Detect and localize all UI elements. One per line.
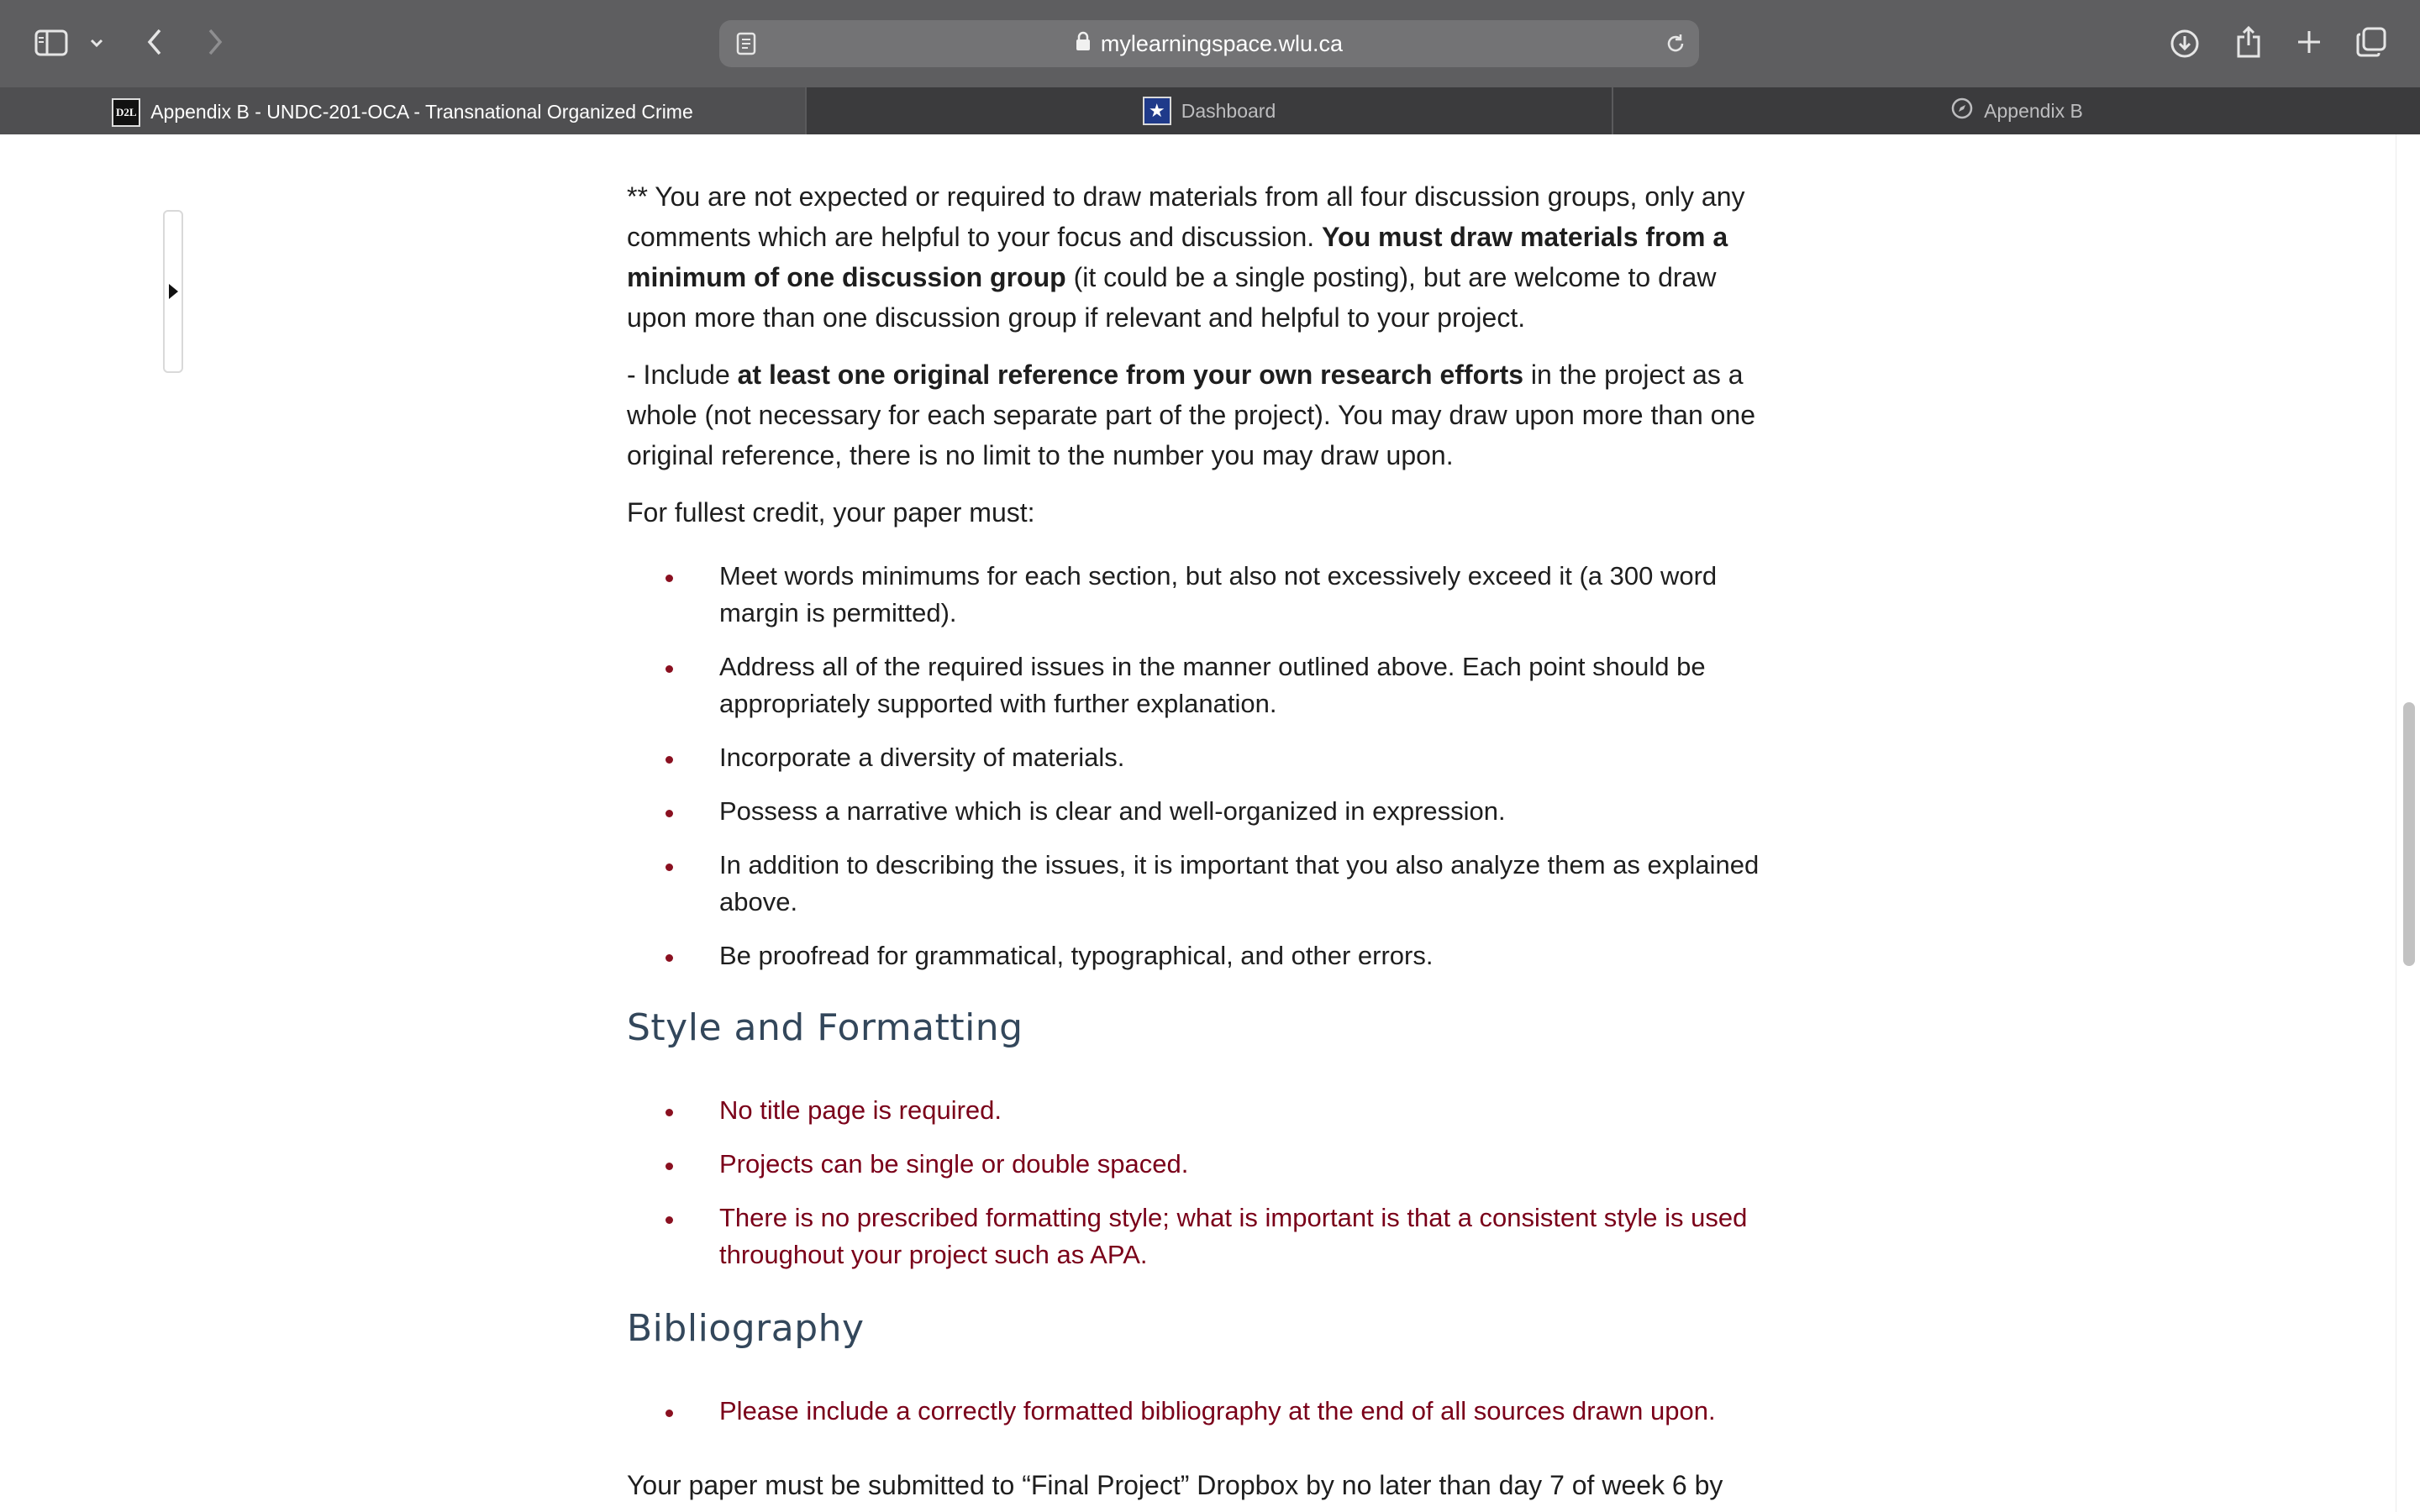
bullet-icon (666, 756, 673, 764)
vertical-scrollbar[interactable] (2396, 134, 2420, 1512)
side-panel-toggle[interactable] (163, 210, 183, 373)
address-bar[interactable] (719, 20, 1699, 67)
star-shield-favicon: ★ (1143, 97, 1171, 125)
download-icon[interactable] (2166, 25, 2203, 62)
list-item-text: There is no prescribed formatting style; what is important is that a consistent style is used throughout your project such as APA. (719, 1203, 1748, 1269)
list-item (627, 847, 1761, 921)
list-item-text: Projects can be single or double spaced. (719, 1149, 1189, 1179)
list-item-text: No title page is required. (719, 1095, 1002, 1125)
bold-text-run: You must draw materials from a minimum of one discussion group (627, 222, 1728, 292)
style-list (627, 1092, 1761, 1273)
list-item-text: Address all of the required issues in the manner outlined above. Each point should be appropriately supported with further explanation. (719, 652, 1706, 718)
bullet-icon (666, 1163, 673, 1170)
submission-paragraph: Your paper must be submitted to “Final Project” Dropbox by no later than day 7 of week 6 by (627, 1470, 1723, 1500)
list-item (627, 793, 1761, 830)
back-icon[interactable] (138, 24, 171, 60)
scrollbar-thumb[interactable] (2403, 702, 2415, 966)
list-item-text: Be proofread for grammatical, typographical, and other errors. (719, 941, 1434, 970)
bullet-icon (666, 1410, 673, 1417)
list-item (627, 937, 1761, 974)
list-item-text: Meet words minimums for each section, but also not excessively exceed it (a 300 word margin is permitted). (719, 561, 1718, 627)
list-item (627, 1200, 1761, 1273)
bullet-icon (666, 575, 673, 582)
tab-overview-icon[interactable] (2353, 24, 2390, 60)
compass-icon (1950, 97, 1974, 125)
bibliography-heading: Bibliography (627, 1307, 865, 1350)
chevron-down-icon[interactable] (84, 30, 109, 55)
lock-icon (1076, 31, 1091, 57)
list-item (627, 1393, 1761, 1430)
page-content (0, 134, 2420, 1512)
research-paragraph (627, 354, 1761, 475)
browser-toolbar (0, 0, 2420, 87)
list-item (627, 558, 1761, 632)
bullet-icon (666, 810, 673, 817)
style-formatting-heading: Style and Formatting (627, 1006, 1023, 1049)
tab-appendix-b-course[interactable] (0, 87, 805, 134)
credit-list (627, 558, 1761, 974)
bullet-icon (666, 864, 673, 871)
sidebar-toggle-icon[interactable] (32, 25, 71, 60)
d2l-favicon: D2L (112, 98, 140, 127)
list-item (627, 648, 1761, 722)
tab-bar (0, 87, 2420, 134)
text-run: (it could be a single posting), but are welcome to draw upon more than one discussion group if relevant and helpful to your project. (627, 262, 1717, 333)
list-item-text: In addition to describing the issues, it is important that you also analyze them as explained above. (719, 850, 1760, 916)
new-tab-icon[interactable] (2292, 25, 2326, 59)
text-run: in the project as a whole (not necessary for each separate part of the project). You may draw upon more than one original reference, there is no limit to the number you may draw upon. (627, 360, 1756, 470)
bullet-icon (666, 954, 673, 962)
tab-title: Appendix B - UNDC-201-OCA - Transnational Organized Crime (150, 101, 693, 123)
list-item (627, 1092, 1761, 1129)
discussion-paragraph (627, 176, 1761, 338)
tab-title: Dashboard (1181, 99, 1276, 122)
credit-intro: For fullest credit, your paper must: (627, 497, 1035, 528)
text-run: ** You are not expected or required to draw materials from all four discussion groups, only any comments which are helpful to your focus and discussion. (627, 181, 1745, 252)
tab-dashboard[interactable] (807, 87, 1612, 134)
list-item-text: Possess a narrative which is clear and well-organized in expression. (719, 796, 1506, 826)
url-text[interactable]: mylearningspace.wlu.ca (1100, 30, 1344, 56)
bibliography-list (627, 1393, 1761, 1430)
share-icon[interactable] (2230, 22, 2267, 62)
list-item (627, 1146, 1761, 1183)
bullet-icon (666, 1109, 673, 1116)
forward-icon[interactable] (198, 24, 232, 60)
reload-icon[interactable] (1662, 30, 1689, 57)
list-item (627, 739, 1761, 776)
tab-title: Appendix B (1984, 99, 2083, 122)
list-item-text: Please include a correctly formatted bibliography at the end of all sources drawn upon. (719, 1396, 1716, 1425)
expand-arrow-icon (169, 284, 178, 299)
bullet-icon (666, 665, 673, 673)
bullet-icon (666, 1216, 673, 1224)
list-item-text: Incorporate a diversity of materials. (719, 743, 1125, 772)
tab-appendix-b[interactable] (1613, 87, 2420, 134)
text-run: - Include (627, 360, 738, 390)
bold-text-run: at least one original reference from your own research efforts (737, 360, 1524, 390)
